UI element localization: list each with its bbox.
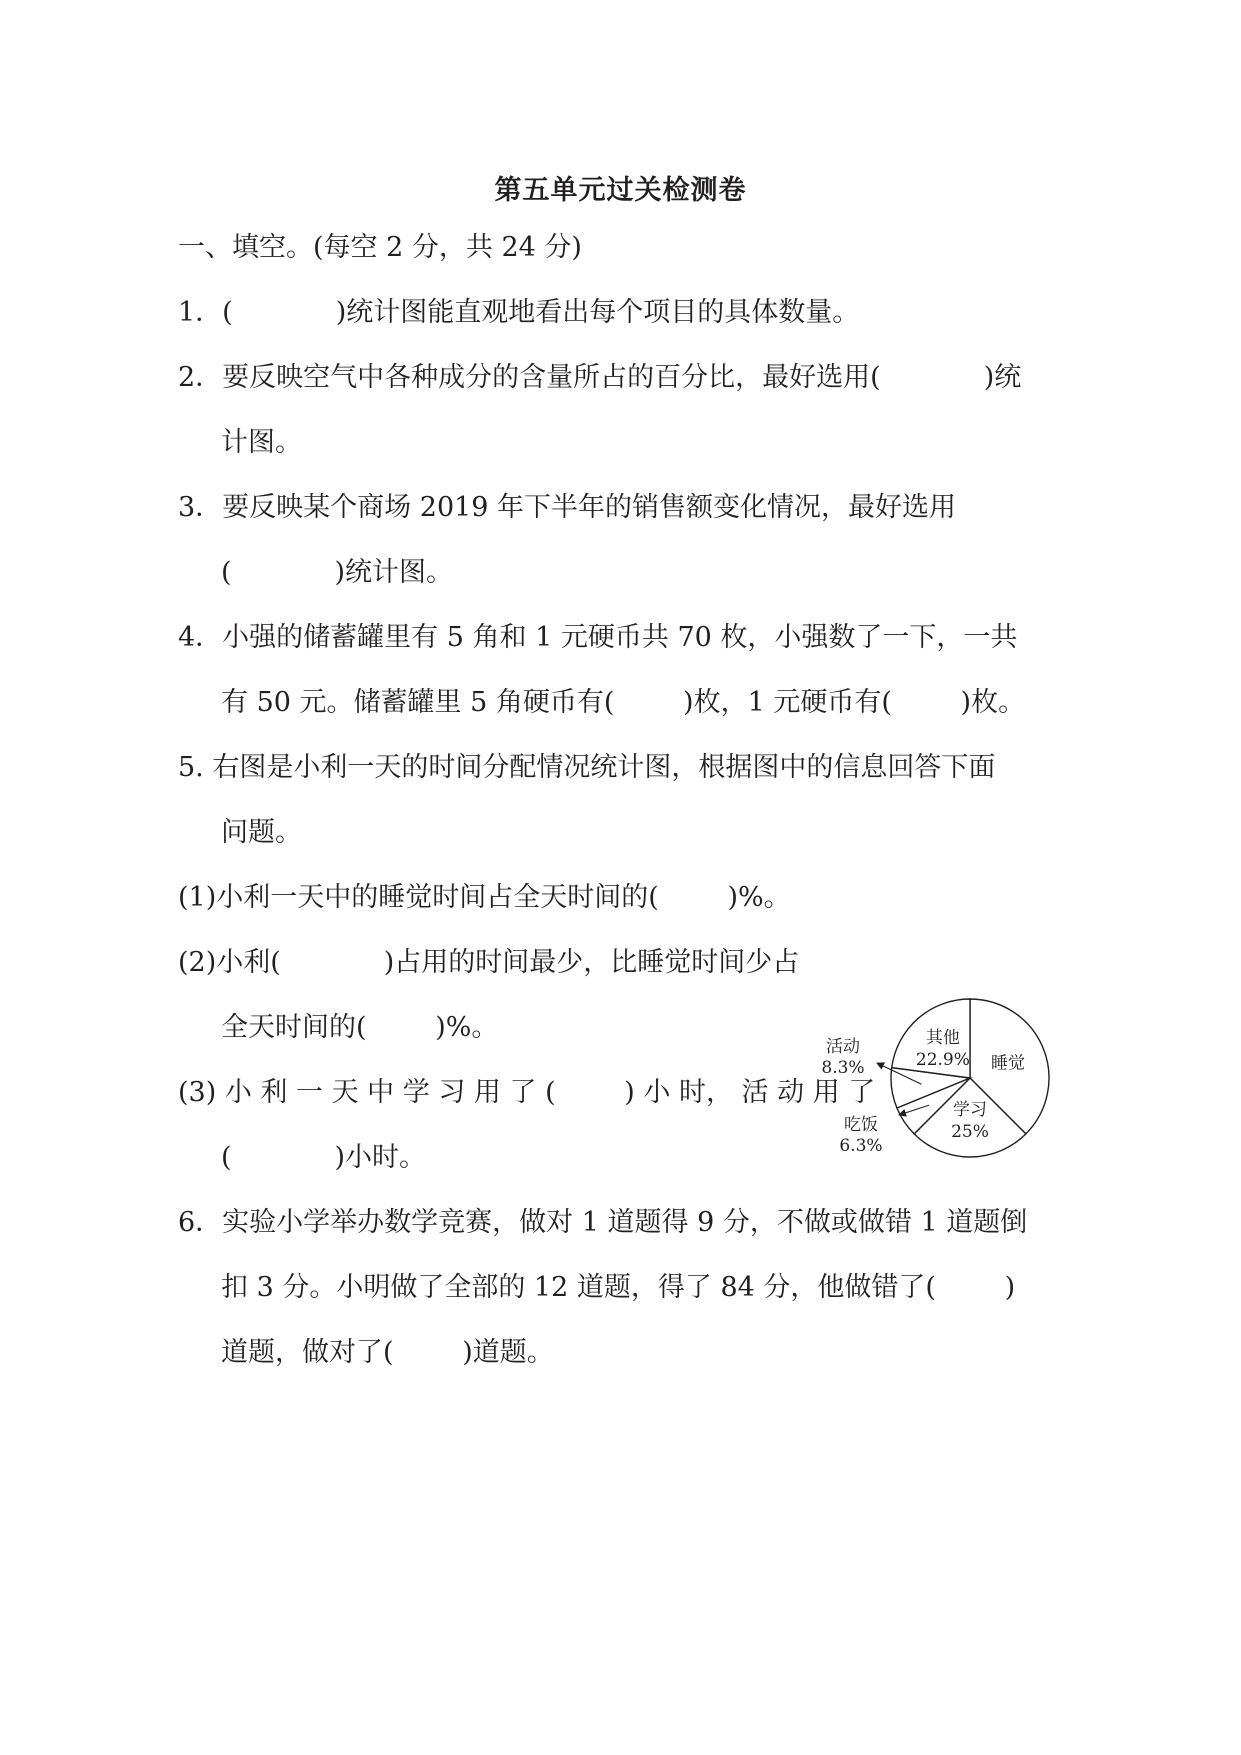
question-5-sub3-line1: (3) 小 利 一 天 中 学 习 用 了 ( ) 小 时， 活 动 用 了 (178, 1077, 876, 1108)
question-3-line1: 3．要反映某个商场 2019 年下半年的销售额变化情况，最好选用 (178, 492, 957, 523)
pie-label-name-4: 其他 (925, 1028, 960, 1049)
question-3-line2: ( )统计图。 (221, 557, 454, 588)
section-heading: 一、填空。(每空 2 分，共 24 分) (178, 232, 582, 263)
question-2-line2: 计图。 (221, 427, 302, 458)
pie-label-name-2: 吃饭 (844, 1115, 878, 1135)
question-6-line3: 道题，做对了( )道题。 (221, 1337, 554, 1368)
question-5-sub3-line2: ( )小时。 (221, 1142, 427, 1173)
pie-label-name-0: 睡觉 (991, 1053, 1025, 1074)
question-6-line2: 扣 3 分。小明做了全部的 12 道题，得了 84 分，他做错了( ) (221, 1272, 1016, 1303)
question-4-line1: 4．小强的储蓄罐里有 5 角和 1 元硬币共 70 枚，小强数了一下，一共 (178, 622, 1018, 653)
page-title: 第五单元过关检测卷 (494, 175, 747, 206)
pie-label-name-3: 活动 (826, 1037, 860, 1057)
question-6-line1: 6．实验小学举办数学竞赛，做对 1 道题得 9 分，不做或做错 1 道题倒 (178, 1207, 1028, 1238)
question-5-line2: 问题。 (221, 817, 302, 848)
pie-label-value-3: 8.3% (821, 1058, 865, 1078)
question-5-sub2-line1: (2)小利( )占用的时间最少，比睡觉时间少占 (178, 947, 800, 978)
question-5-sub1: (1)小利一天中的睡觉时间占全天时间的( )%。 (178, 882, 791, 913)
time-allocation-pie-chart (815, 975, 1075, 1185)
question-5-line1: 5. 右图是小利一天的时间分配情况统计图，根据图中的信息回答下面 (178, 752, 996, 783)
question-4-line2: 有 50 元。储蓄罐里 5 角硬币有( )枚，1 元硬币有( )枚。 (221, 687, 1026, 718)
pie-label-value-4: 22.9% (915, 1050, 970, 1071)
question-1: 1．( )统计图能直观地看出每个项目的具体数量。 (178, 297, 860, 328)
pie-label-value-1: 25% (951, 1122, 989, 1143)
question-2-line1: 2．要反映空气中各种成分的含量所占的百分比，最好选用( )统 (178, 362, 1022, 393)
pie-label-value-2: 6.3% (839, 1136, 883, 1156)
pie-label-name-1: 学习 (953, 1100, 987, 1121)
question-5-sub2-line2: 全天时间的( )%。 (221, 1012, 499, 1043)
